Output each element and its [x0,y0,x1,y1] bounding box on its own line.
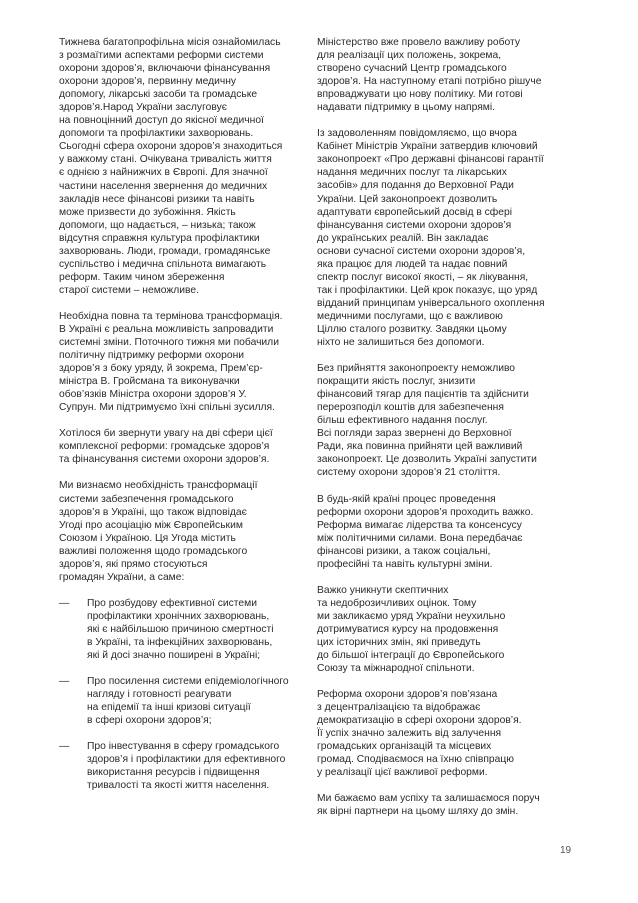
text-line: громад. Сподіваємося на їхню співпрацю [317,754,514,766]
text-line: ніхто не залишиться без допомоги. [317,337,485,349]
text-line: здоров’я і профілактики для ефективного [87,754,286,766]
text-line: так і профілактики. Цей крок показує, що уряд [317,284,538,296]
text-line: важливі положення щодо громадського [59,545,248,557]
text-line: системи забезпечення громадського [59,493,234,505]
text-line: в Україні, та інфекційних захворювань, [87,636,273,648]
text-line: старої системи – неможливе. [59,284,199,296]
text-line: Хотілося би звернути увагу на дві сфери цієї [59,428,273,440]
text-line: реформ. Таким чином збереження [59,271,225,283]
paragraph-call-to-government [317,584,567,675]
text-line: фінансування системи охорони здоров’я [317,219,512,231]
text-line: Союзом і Україною. Ця Угода містить [59,532,236,544]
text-line: здоров’я.Народ України заслуговує [59,102,227,114]
text-line: з децентралізацією та відображає [317,702,481,714]
text-line: обов’язків Міністра охорони здоров’я У. [59,389,247,401]
paragraph-law-approval [317,127,567,349]
text-line: тривалості та якості життя населення. [87,780,270,792]
dash-marker: — [59,741,70,753]
text-line: покращити якість послуг, знизити [317,376,476,388]
text-line: суспільство і медична спільнота вимагають [59,258,267,270]
text-line: захворювань. Люди, громади, громадянське [59,245,271,257]
text-line: Реформа вимагає лідерства та консенсусу [317,519,522,531]
text-line: громадських організацій та місцевих [317,741,492,753]
text-line: цих історичних змін, які приведуть [317,636,481,648]
text-line: Реформа охорони здоров’я пов’язана [317,689,498,701]
text-line: реформи охорони здоров’я проходить важко. [317,506,534,518]
text-line: та недоброзичливих оцінок. Тому [317,597,477,609]
bullet-text [87,740,287,792]
text-line: допомоги та профілактики захворювань. [59,128,254,140]
text-line: допомоги, що надається, – низька; також [59,219,256,231]
text-line: політичну підтримку реформи охорони [59,350,245,362]
text-line: Ми бажаємо вам успіху та залишаємося поруч [317,793,540,805]
text-line: комплексної реформи: громадське здоров’я [59,441,270,453]
text-line: охорони здоров’я, первинну медичну [59,76,237,88]
text-line: Угоді про асоціацію між Європейським [59,519,243,531]
paragraph-closing [317,792,567,818]
text-line: Ми визнаємо необхідність трансформації [59,480,258,492]
text-line: Про посилення системи епідеміологічного [87,676,289,688]
text-line: може призвести до зубожіння. Якість [59,206,236,218]
paragraph-two-areas [59,427,287,466]
text-line: Союзу та міжнародної спільноти. [317,663,475,675]
text-line: нагляду і готовності реагувати [87,689,232,701]
text-line: у реалізації цієї важливої реформи. [317,767,488,779]
text-line: для реалізації цих положень, зокрема, [317,50,502,62]
text-line: медичними послугами, що є важливою [317,310,503,322]
text-line: дотримуватися курсу на продовження [317,623,499,635]
text-line: Її успіх значно залежить від залучення [317,728,502,740]
text-line: Тижнева багатопрофільна місія ознайомилась [59,37,281,48]
text-line: основи сучасної системи охорони здоров’я, [317,245,526,257]
text-line: закладів несе фінансові ризики та навіть [59,193,255,205]
dash-marker: — [59,597,70,609]
text-line: професійні та навіть культурні зміни. [317,558,493,570]
text-line: впроваджувати цю нову політику. Ми готові [317,89,523,101]
text-line: Всі погляди зараз звернені до Верховної [317,428,512,440]
text-line: Міністерство вже провело важливу роботу [317,37,520,48]
text-line: Ради, яка повинна прийняти цей важливий [317,441,523,453]
text-line: як вірні партнери на цьому шляху до змін. [317,806,519,818]
text-line: Із задоволенням повідомляємо, що вчора [317,128,517,140]
text-line: Кабінет Міністрів України затвердив ключовий [317,141,538,153]
text-line: відсутня справжня культура профілактики [59,232,260,244]
text-line: між політичними силами. Вона передбачає [317,532,523,544]
right-column [317,36,567,832]
paragraph-ministry-work [317,36,567,114]
paragraph-transformation [59,310,287,414]
text-line: спектр послуг високої якості, – як лікування, [317,271,529,283]
paragraph-reform-difficulty [317,493,567,571]
text-line: створено сучасний Центр громадського [317,63,507,75]
text-line: здоров’я. На наступному етапі потрібно рішуче [317,76,542,88]
text-line: Супрун. Ми підтримуємо їхні спільні зусилля. [59,402,275,414]
paragraph-mission-overview [59,36,287,297]
bullet-text [87,675,287,727]
text-line: громадян України, а саме: [59,571,185,583]
text-line: Ціллю сталого розвитку. Завдяки цьому [317,323,507,335]
bullet-item [59,675,287,727]
text-line: надавати підтримку в цьому напрямі. [317,102,496,114]
text-line: в сфері охорони здоров’я; [87,715,212,727]
text-line: на епідемії та інші кризові ситуації [87,702,251,714]
text-line: В будь-якій країні процес проведення [317,493,496,505]
text-line: профілактики хронічних захворювань, [87,610,270,622]
paragraph-decentralization [317,688,567,779]
bullet-text [87,597,287,662]
text-line: системні зміни. Поточного тижня ми побачили [59,337,279,349]
text-line: Про інвестування в сферу громадського [87,741,280,753]
text-line: адаптувати європейський досвід в сфері [317,206,513,218]
text-line: яка працює для людей та надає повний [317,258,508,270]
text-line: перерозподіл коштів для забезпечення [317,402,504,414]
text-line: систему охорони здоров’я 21 століття. [317,467,501,479]
text-line: законопроект «Про державні фінансові гарантії [317,154,544,166]
text-line: здоров’я з боку уряду, й зокрема, Прем’єр- [59,363,263,375]
text-line: Необхідна повна та термінова трансформація. [59,310,283,322]
text-line: засобів» для подання до Верховної Ради [317,180,514,192]
text-line: Важко уникнути скептичних [317,584,449,596]
text-line: надання медичних послуг та лікарських [317,167,507,179]
text-line: до українських реалій. Він закладає [317,232,489,244]
text-line: та фінансування системи охорони здоров’я. [59,454,270,466]
text-line: Сьогодні сфера охорони здоров’я знаходиться [59,141,283,153]
text-line: які є найбільшою причиною смертності [87,623,274,635]
page-number: 19 [560,845,572,856]
text-line: здоров’я, які прямо стосуються [59,558,208,570]
text-line: є однією з найнижчих в Європі. Для значної [59,167,268,179]
text-line: охорони здоров’я, включаючи фінансування [59,63,271,75]
text-line: В Україні є реальна можливість запровадити [59,323,274,335]
text-line: на повноцінний доступ до якісної медичної [59,115,264,127]
text-line: демократизацію в сфері охорони здоров’я. [317,715,522,727]
paragraph-parliament [317,362,567,479]
text-line: до більшої інтеграції до Європейського [317,650,505,662]
text-line: відданий принципам універсального охоплення [317,297,545,309]
text-line: у важкому стані. Очікувана тривалість життя [59,154,272,166]
paragraph-association-agreement [59,479,287,583]
text-line: частини населення звернення до медичних [59,180,268,192]
text-line: фінансові ризики, а також соціальні, [317,545,491,557]
text-line: законопроект. Це дозволить Україні запустити [317,454,537,466]
text-line: більш ефективного надання послуг. [317,415,488,427]
bullet-item [59,740,287,792]
text-line: які й досі значно поширені в Україні; [87,650,261,662]
text-line: України. Цей законопроект дозволить [317,193,498,205]
text-line: допомогу, лікарські засоби та громадське [59,89,258,101]
text-line: здоров’я в Україні, що також відповідає [59,506,247,518]
text-line: фінансовий тягар для пацієнтів та здійснити [317,389,529,401]
text-line: міністра В. Гройсмана та виконувачки [59,376,240,388]
text-line: Без прийняття законопроекту неможливо [317,363,516,375]
text-line: Про розбудову ефективної системи [87,597,257,609]
bullet-item [59,597,287,662]
text-line: з розмаїтими аспектами реформи системи [59,50,264,62]
text-line: ми закликаємо уряд України неухильно [317,610,506,622]
left-column [59,36,287,805]
dash-marker: — [59,676,70,688]
text-line: використання ресурсів і підвищення [87,767,260,779]
